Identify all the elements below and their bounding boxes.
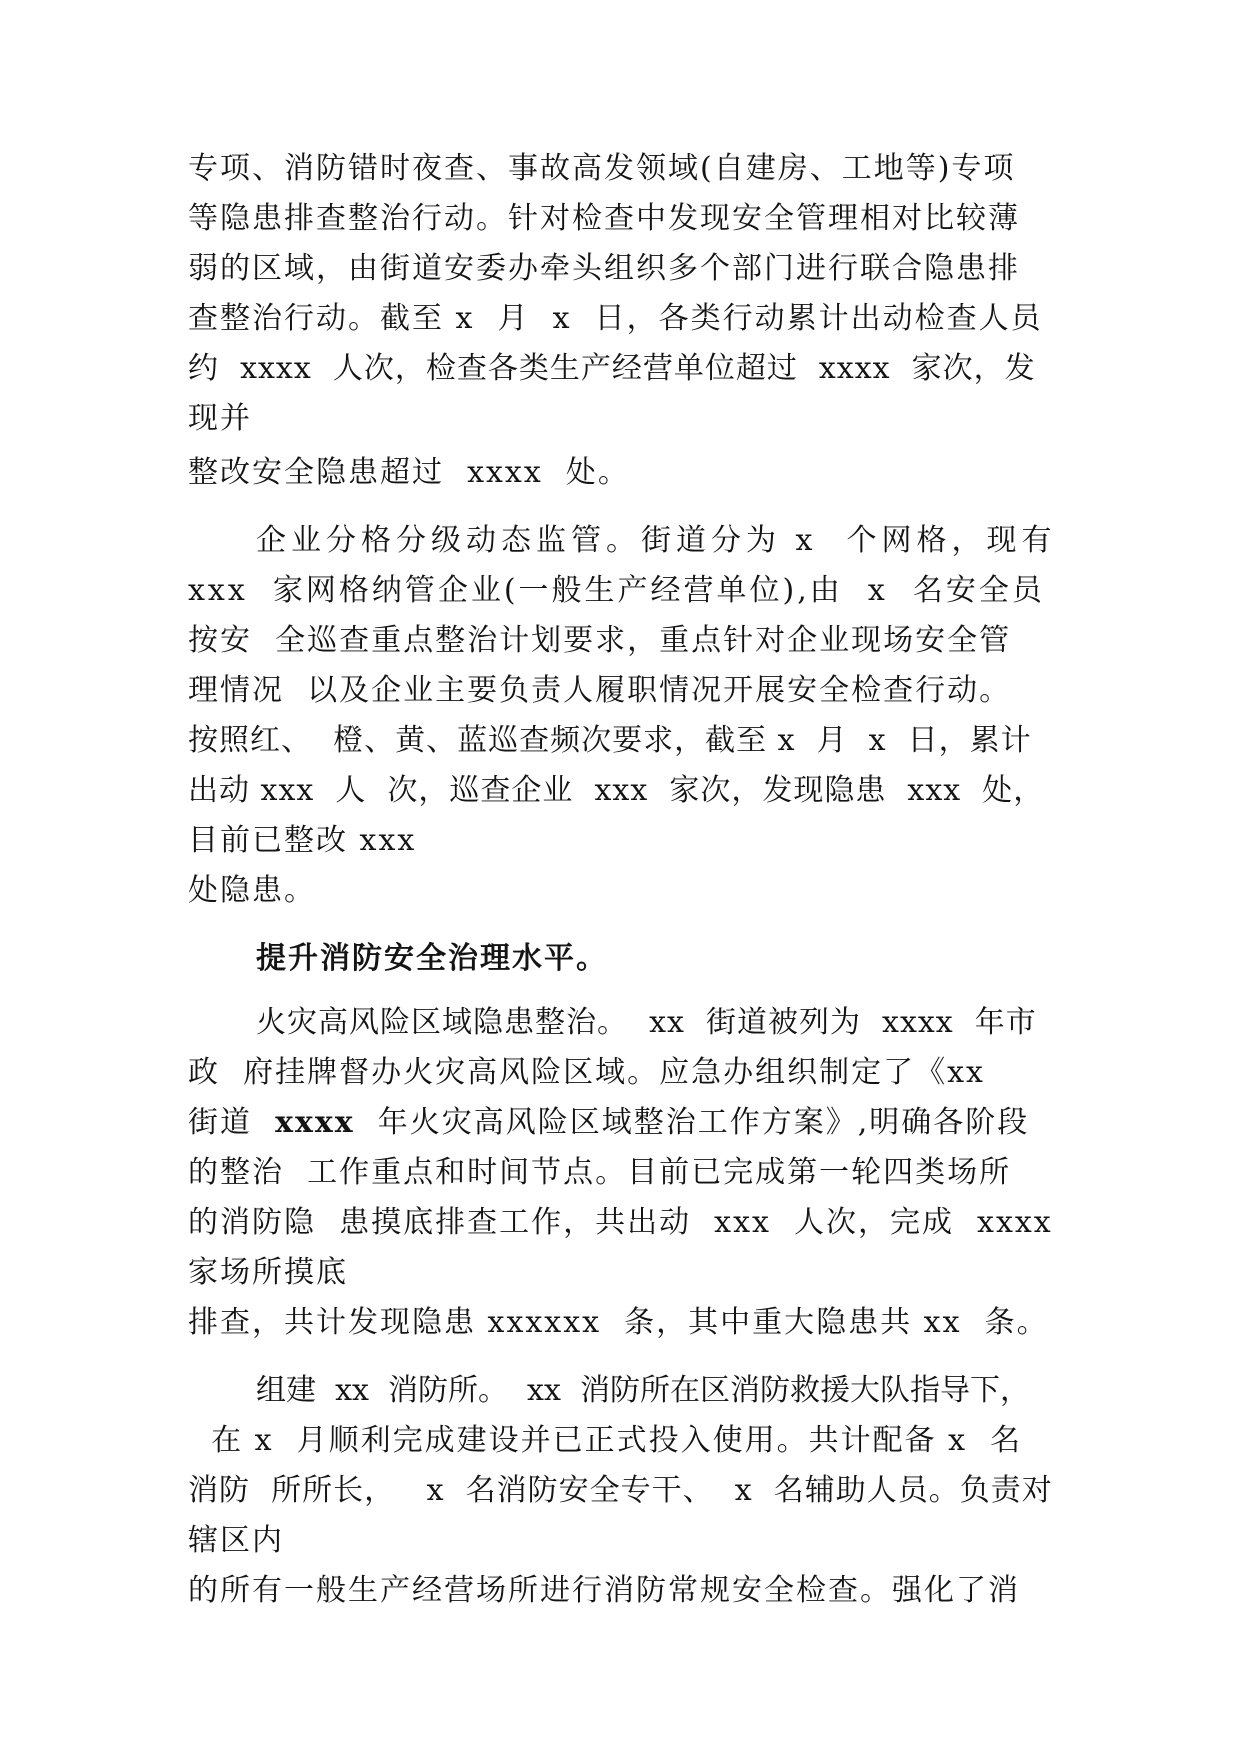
bold-year-placeholder: xxxx [275,1105,355,1140]
paragraph-3-line-6: 家场所摸底 [188,1255,348,1290]
paragraph-2-line-1: 企业分格分级动态监管。街道分为 x 个网格，现有 [256,523,1057,558]
section-heading: 提升消防安全治理水平。 [256,941,608,976]
paragraph-2-line-2: xxx 家网格纳管企业(一般生产经营单位),由 x 名安全员 [188,573,1045,608]
paragraph-4-line-5: 的所有一般生产经营场所进行消防常规安全检查。强化了消 [188,1573,1020,1608]
paragraph-2-line-8: 处隐患。 [188,873,316,908]
paragraph-1-line-4: 查整治行动。截至 x 月 x 日，各类行动累计出动检查人员 [188,301,1043,336]
paragraph-2-line-5: 按照红、 橙、黄、蓝巡查频次要求，截至 x 月 x 日，累计 [188,723,1032,758]
paragraph-4-line-1: 组建 xx 消防所。 xx 消防所在区消防救援大队指导下， [256,1373,1030,1408]
paragraph-4-line-2: 在 x 月顺利完成建设并已正式投入使用。共计配备 x 名 [188,1423,1023,1458]
paragraph-3-line-7: 排查，共计发现隐患 xxxxxx 条，其中重大隐患共 xx 条。 [188,1305,1049,1340]
paragraph-1-line-2: 等隐患排查整治行动。针对检查中发现安全管理相对比较薄 [188,201,1020,236]
paragraph-1-line-7: 整改安全隐患超过 xxxx 处。 [188,455,630,490]
paragraph-1-line-1: 专项、消防错时夜查、事故高发领域(自建房、工地等)专项 [188,151,1016,186]
paragraph-3-line-3-part-2: 年火灾高风险区域整治工作方案》,明确各阶段 [354,1105,1030,1140]
paragraph-3-line-4: 的整治 工作重点和时间节点。目前已完成第一轮四类场所 [188,1155,1012,1190]
paragraph-3-line-5: 的消防隐 患摸底排查工作，共出动 xxx 人次，完成 xxxx [188,1205,1053,1240]
paragraph-2-line-4: 理情况 以及企业主要负责人履职情况开展安全检查行动。 [188,673,1012,708]
paragraph-3-line-2: 政 府挂牌督办火灾高风险区域。应急办组织制定了《xx [188,1055,985,1090]
paragraph-1-line-3: 弱的区域，由街道安委办牵头组织多个部门进行联合隐患排 [188,251,1020,286]
paragraph-4-line-3: 消防 所所长， x 名消防安全专干、 x 名辅助人员。负责对 [188,1473,1053,1508]
paragraph-3-line-3 [188,1103,1029,1143]
paragraph-1-line-5: 约 xxxx 人次，检查各类生产经营单位超过 xxxx 家次，发 [188,351,1036,386]
paragraph-3-line-1: 火灾高风险区域隐患整治。 xx 街道被列为 xxxx 年市 [256,1005,1037,1040]
paragraph-1-line-6: 现并 [188,401,252,436]
paragraph-2-line-3: 按安 全巡查重点整治计划要求，重点针对企业现场安全管 [188,623,1012,658]
paragraph-2-line-6: 出动 xxx 人 次，巡查企业 xxx 家次，发现隐患 xxx 处， [188,773,1045,808]
paragraph-4-line-4: 辖区内 [188,1523,284,1558]
paragraph-2-line-7: 目前已整改 xxx [188,823,417,858]
paragraph-3-line-3-part-1: 街道 [188,1105,276,1140]
